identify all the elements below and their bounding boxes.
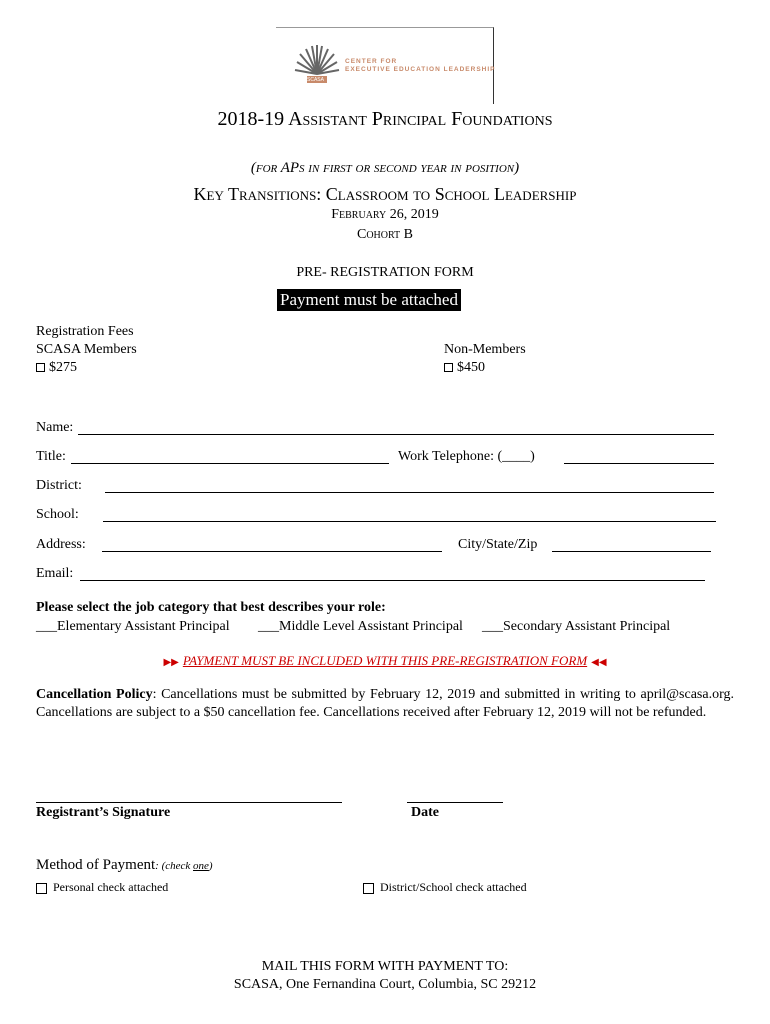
form-name: PRE- REGISTRATION FORM (296, 265, 474, 280)
date-field[interactable] (407, 790, 503, 803)
address-label: Address: (36, 537, 86, 552)
cohort-label: Cohort B (356, 227, 414, 242)
members-option[interactable] (36, 360, 77, 376)
district-field[interactable] (105, 480, 714, 493)
role-middle[interactable]: ___Middle Level Assistant Principal (258, 619, 463, 634)
date-label: Date (411, 805, 439, 820)
logo-text (345, 58, 496, 74)
district-label: District: (36, 478, 82, 493)
logo-line1: CENTER FOR (345, 58, 398, 65)
nonmembers-option[interactable] (444, 360, 485, 376)
cancellation-policy (36, 686, 734, 722)
city-state-zip-field[interactable] (552, 539, 711, 552)
signature-field[interactable] (36, 790, 342, 803)
nonmembers-price: $450 (457, 360, 485, 375)
payment-warning-row (0, 652, 770, 670)
cancellation-text: : Cancellations must be submitted by February 12, 2019 and submitted in writing to april@scasa.org. Cancellations are subject to a $50 cancellation fee. Cancellations received after February 12, 2019 will not be refunded. (36, 687, 734, 720)
work-phone-field[interactable] (564, 451, 714, 464)
email-label: Email: (36, 566, 74, 581)
payment-notice-banner: Payment must be attached (277, 289, 461, 311)
payment-option-district[interactable] (363, 880, 527, 895)
members-label: SCASA Members (36, 342, 137, 357)
name-label: Name: (36, 420, 74, 435)
hint-word: one (193, 860, 209, 872)
members-price: $275 (49, 360, 77, 375)
city-state-zip-label: City/State/Zip (458, 537, 538, 552)
payment-method-hint (155, 860, 212, 872)
school-field[interactable] (103, 509, 716, 522)
mail-line1: MAIL THIS FORM WITH PAYMENT TO: (261, 959, 509, 974)
name-field[interactable] (78, 422, 714, 435)
address-field[interactable] (102, 539, 442, 552)
event-date: February 26, 2019 (331, 207, 439, 222)
role-secondary[interactable]: ___Secondary Assistant Principal (482, 619, 671, 634)
nonmembers-label: Non-Members (444, 342, 526, 357)
district-check-label: District/School check attached (380, 880, 527, 894)
nonmembers-checkbox-icon[interactable] (444, 363, 453, 372)
payment-warning: PAYMENT MUST BE INCLUDED WITH THIS PRE-REGISTRATION FORM (182, 653, 588, 668)
hint-prefix: : (check (155, 860, 194, 872)
payment-method-label: Method of Payment (36, 857, 156, 873)
arrow-right-icon: ▶▶ (163, 657, 179, 668)
subtitle-main: Key Transitions: Classroom to School Leadership (193, 184, 577, 204)
personal-check-checkbox-icon[interactable] (36, 883, 47, 894)
cancellation-label: Cancellation Policy (36, 687, 153, 702)
logo-line2: EXECUTIVE EDUCATION LEADERSHIP (345, 66, 496, 73)
work-phone-label: Work Telephone: (____) (398, 449, 535, 464)
hint-suffix: ) (208, 860, 213, 872)
page-title: 2018-19 Assistant Principal Foundations (217, 108, 553, 130)
personal-check-label: Personal check attached (53, 880, 169, 894)
title-field[interactable] (71, 451, 389, 464)
arrow-left-icon: ◀◀ (591, 657, 607, 668)
logo-tag: SCASA (307, 77, 324, 83)
school-label: School: (36, 507, 79, 522)
signature-label: Registrant’s Signature (36, 805, 171, 820)
role-elementary[interactable]: ___Elementary Assistant Principal (36, 619, 230, 634)
payment-option-personal[interactable] (36, 880, 168, 895)
title-label: Title: (36, 449, 66, 464)
payment-method-heading (36, 857, 213, 874)
mail-address: SCASA, One Fernandina Court, Columbia, SC 29212 (233, 977, 537, 992)
members-checkbox-icon[interactable] (36, 363, 45, 372)
role-prompt: Please select the job category that best describes your role: (36, 600, 386, 615)
subtitle-note: (for APs in first or second year in position) (250, 160, 520, 176)
district-check-checkbox-icon[interactable] (363, 883, 374, 894)
email-field[interactable] (80, 568, 705, 581)
fees-heading: Registration Fees (36, 324, 134, 339)
